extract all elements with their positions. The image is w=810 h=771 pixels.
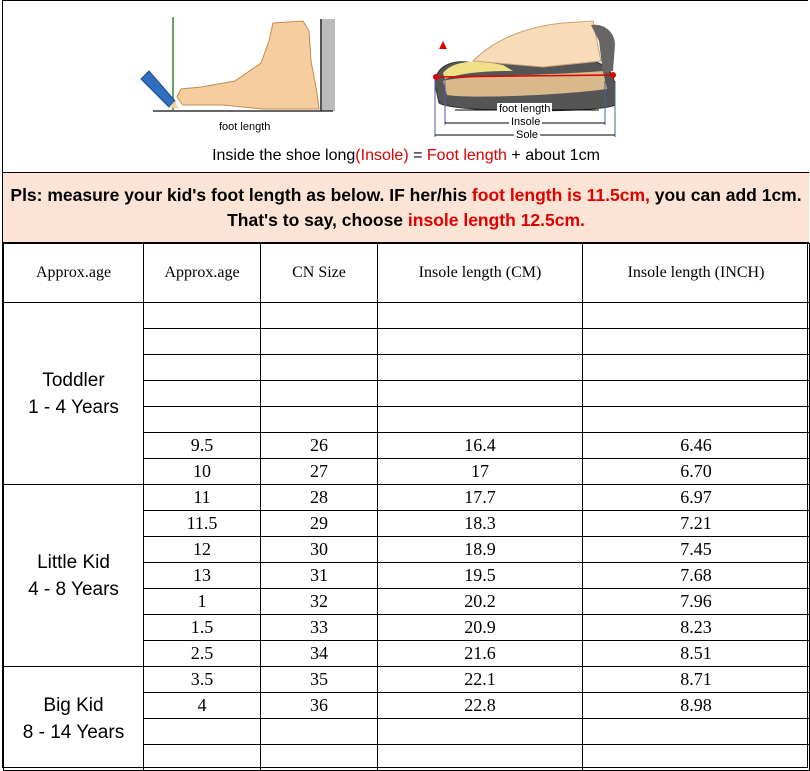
age-group-range: 4 - 8 Years xyxy=(28,578,119,600)
us-size-cell: 2.5 xyxy=(144,641,261,667)
insole-cm-cell: 22.1 xyxy=(378,667,583,693)
cn-size-cell: 32 xyxy=(261,589,378,615)
age-group-cell xyxy=(4,485,144,667)
insole-inch-cell xyxy=(583,303,810,329)
insole-cm-cell: 16.4 xyxy=(378,433,583,459)
insole-cm-cell: 22.8 xyxy=(378,693,583,719)
header-cn-size: CN Size xyxy=(261,244,378,303)
size-chart xyxy=(2,0,808,768)
insole-cm-cell xyxy=(378,355,583,381)
insole-formula: Inside the shoe long(Insole) = Foot length + about 1cm xyxy=(212,147,600,164)
us-size-cell: 1 xyxy=(144,589,261,615)
insole-inch-cell: 7.45 xyxy=(583,537,810,563)
measure-notice: Pls: measure your kid's foot length as below. IF her/his foot length is 11.5cm, you can add 1cm. That's to say, choose insole length 12.5cm. xyxy=(3,173,809,243)
age-group-cell xyxy=(4,303,144,485)
header-insole-cm: Insole length (CM) xyxy=(378,244,583,303)
shoe-insole-label: Insole xyxy=(511,116,541,128)
insole-inch-cell: 7.68 xyxy=(583,563,810,589)
insole-inch-cell xyxy=(583,407,810,433)
insole-cm-cell: 21.6 xyxy=(378,641,583,667)
us-size-cell: 3.5 xyxy=(144,667,261,693)
cn-size-cell: 31 xyxy=(261,563,378,589)
cn-size-cell xyxy=(261,745,378,771)
insole-inch-cell: 8.23 xyxy=(583,615,810,641)
header-approx-age: Approx.age xyxy=(4,244,144,303)
insole-inch-cell xyxy=(583,381,810,407)
cn-size-cell: 35 xyxy=(261,667,378,693)
cn-size-cell: 34 xyxy=(261,641,378,667)
shoe-sole-label: Sole xyxy=(516,129,539,141)
cn-size-cell xyxy=(261,355,378,381)
insole-cm-cell xyxy=(378,329,583,355)
size-table xyxy=(3,243,810,771)
insole-inch-cell: 8.71 xyxy=(583,667,810,693)
insole-inch-cell: 7.96 xyxy=(583,589,810,615)
cn-size-cell xyxy=(261,303,378,329)
age-group-cell xyxy=(4,667,144,771)
us-size-cell xyxy=(144,407,261,433)
insole-cm-cell xyxy=(378,719,583,745)
us-size-cell: 10 xyxy=(144,459,261,485)
us-size-cell: 11.5 xyxy=(144,511,261,537)
foot-length-label: foot length xyxy=(219,121,271,133)
insole-inch-cell xyxy=(583,355,810,381)
us-size-cell xyxy=(144,329,261,355)
table-row xyxy=(4,303,810,329)
header-approx-age-2: Approx.age xyxy=(144,244,261,303)
cn-size-cell: 36 xyxy=(261,693,378,719)
wall-icon xyxy=(321,19,335,111)
cn-size-cell: 27 xyxy=(261,459,378,485)
shoe-foot-length-label: foot length xyxy=(499,103,551,115)
table-row xyxy=(4,667,810,693)
measurement-illustration xyxy=(3,1,809,173)
insole-inch-cell: 7.21 xyxy=(583,511,810,537)
cn-size-cell xyxy=(261,407,378,433)
us-size-cell: 1.5 xyxy=(144,615,261,641)
age-group-name: Toddler xyxy=(42,369,105,391)
cn-size-cell xyxy=(261,381,378,407)
insole-cm-cell: 19.5 xyxy=(378,563,583,589)
us-size-cell: 13 xyxy=(144,563,261,589)
insole-cm-cell: 17.7 xyxy=(378,485,583,511)
table-header-row xyxy=(4,244,810,303)
us-size-cell: 11 xyxy=(144,485,261,511)
cn-size-cell: 26 xyxy=(261,433,378,459)
us-size-cell: 4 xyxy=(144,693,261,719)
insole-cm-cell xyxy=(378,407,583,433)
insole-inch-cell xyxy=(583,745,810,771)
insole-cm-cell xyxy=(378,381,583,407)
shoe-section-icon xyxy=(433,21,616,111)
cn-size-cell: 33 xyxy=(261,615,378,641)
insole-cm-cell: 20.9 xyxy=(378,615,583,641)
insole-cm-cell: 20.2 xyxy=(378,589,583,615)
insole-cm-cell: 18.3 xyxy=(378,511,583,537)
cn-size-cell xyxy=(261,719,378,745)
insole-cm-cell xyxy=(378,745,583,771)
cn-size-cell: 28 xyxy=(261,485,378,511)
age-group-range: 8 - 14 Years xyxy=(22,721,125,743)
age-group-name: Little Kid xyxy=(37,551,110,573)
us-size-cell: 12 xyxy=(144,537,261,563)
cn-size-cell xyxy=(261,329,378,355)
insole-inch-cell: 8.51 xyxy=(583,641,810,667)
us-size-cell: 9.5 xyxy=(144,433,261,459)
us-size-cell xyxy=(144,303,261,329)
cn-size-cell: 29 xyxy=(261,511,378,537)
insole-inch-cell xyxy=(583,719,810,745)
foot-icon xyxy=(177,21,319,109)
insole-cm-cell: 17 xyxy=(378,459,583,485)
us-size-cell xyxy=(144,355,261,381)
cn-size-cell: 30 xyxy=(261,537,378,563)
us-size-cell xyxy=(144,719,261,745)
insole-inch-cell: 6.70 xyxy=(583,459,810,485)
insole-cm-cell xyxy=(378,303,583,329)
insole-inch-cell: 6.97 xyxy=(583,485,810,511)
insole-inch-cell: 6.46 xyxy=(583,433,810,459)
us-size-cell xyxy=(144,381,261,407)
insole-cm-cell: 18.9 xyxy=(378,537,583,563)
header-insole-inch: Insole length (INCH) xyxy=(583,244,810,303)
insole-inch-cell xyxy=(583,329,810,355)
us-size-cell xyxy=(144,745,261,771)
insole-inch-cell: 8.98 xyxy=(583,693,810,719)
table-row xyxy=(4,485,810,511)
age-group-name: Big Kid xyxy=(43,694,104,716)
age-group-range: 1 - 4 Years xyxy=(28,396,119,418)
